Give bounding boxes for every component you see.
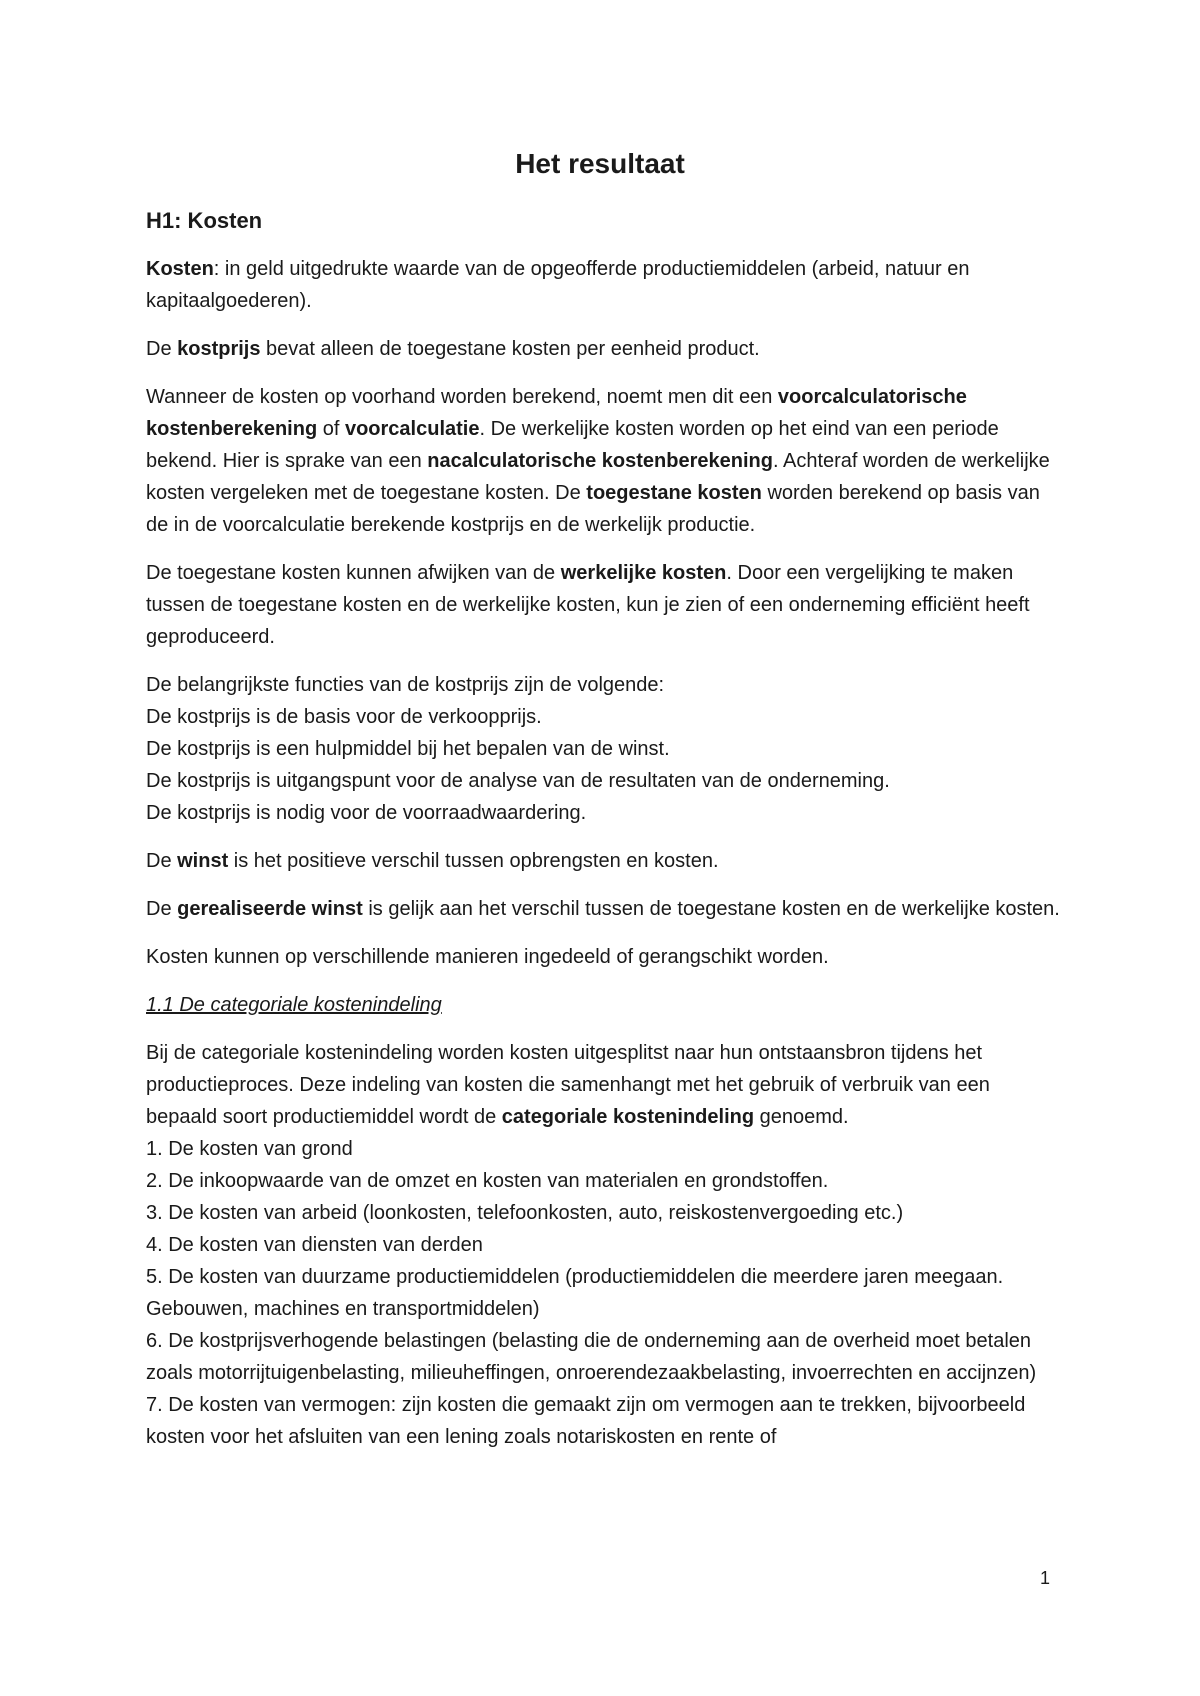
paragraph-text: is het positieve verschil tussen opbrengsten en kosten. <box>228 850 719 872</box>
paragraph-text: worden berekend op basis van de in de voorcalculatie berekende kostprijs en de werkelijk productie. <box>146 482 1040 536</box>
list-item: 6. De kostprijsverhogende belastingen (belasting die de onderneming aan de overheid moet betalen zoals motorrijtuigenbelasting, milieuheffingen, onroerendezaakbelasting, invoerrechten en accijnzen) <box>146 1330 1037 1384</box>
term-voorcalculatie: voorcalculatie <box>344 418 480 440</box>
term-kostprijs: kostprijs <box>177 338 261 360</box>
paragraph-kostprijs <box>146 333 1066 365</box>
paragraph-text: De <box>146 898 178 920</box>
paragraph-gerealiseerde-winst <box>146 893 1066 925</box>
term-gerealiseerde-winst: gerealiseerde winst <box>177 898 363 920</box>
list-item: 4. De kosten van diensten van derden <box>146 1234 483 1256</box>
paragraph-text: De toegestane kosten kunnen afwijken van de <box>146 562 561 584</box>
paragraph-text: . De werkelijke kosten worden op het eind van een periode bekend. Hier is sprake van een <box>146 418 999 472</box>
list-item: 2. De inkoopwaarde van de omzet en kosten van materialen en grondstoffen. <box>146 1170 829 1192</box>
paragraph-categoriale-kostenindeling <box>146 1037 1066 1133</box>
term-categoriale-kostenindeling: categoriale kostenindeling <box>501 1106 755 1128</box>
section-heading-h1: H1: Kosten <box>146 208 263 233</box>
functions-intro: De belangrijkste functies van de kostprijs zijn de volgende: <box>146 674 665 696</box>
paragraph-kostprijs-functies <box>146 669 1066 829</box>
document-title: Het resultaat <box>515 148 685 179</box>
paragraph-text: Bij de categoriale kostenindeling worden kosten uitgesplitst naar hun ontstaansbron tijdens het productieproces. Deze indeling van kosten die samenhangt met het gebruik of verbruik van een bepaald soort productiemiddel wordt de <box>146 1042 990 1128</box>
cost-category-list <box>146 1133 1066 1453</box>
list-item: De kostprijs is de basis voor de verkoopprijs. <box>146 706 542 728</box>
document-body <box>146 205 1066 1453</box>
list-item: De kostprijs is nodig voor de voorraadwaardering. <box>146 802 587 824</box>
section-heading-1-1: 1.1 De categoriale kostenindeling <box>146 994 442 1016</box>
paragraph-indeling: Kosten kunnen op verschillende manieren ingedeeld of gerangschikt worden. <box>146 946 829 968</box>
paragraph-kosten-definition <box>146 253 1066 317</box>
list-item: 7. De kosten van vermogen: zijn kosten die gemaakt zijn om vermogen aan te trekken, bijvoorbeeld kosten voor het afsluiten van een lening zoals notariskosten en rente of <box>146 1394 1026 1448</box>
list-item: De kostprijs is uitgangspunt voor de analyse van de resultaten van de onderneming. <box>146 770 890 792</box>
paragraph-winst <box>146 845 1066 877</box>
paragraph-text: of <box>317 418 345 440</box>
paragraph-werkelijke-kosten <box>146 557 1066 653</box>
paragraph-text: . Achteraf worden de werkelijke kosten vergeleken met de toegestane kosten. De <box>146 450 1050 504</box>
paragraph-text: De <box>146 338 178 360</box>
paragraph-text: Wanneer de kosten op voorhand worden berekend, noemt men dit een <box>146 386 778 408</box>
list-item: 1. De kosten van grond <box>146 1138 353 1160</box>
term-nacalculatorische-kostenberekening: nacalculatorische kostenberekening <box>427 450 773 472</box>
paragraph-text: : in geld uitgedrukte waarde van de opgeofferde productiemiddelen (arbeid, natuur en kapitaalgoederen). <box>146 258 970 312</box>
paragraph-text: bevat alleen de toegestane kosten per eenheid product. <box>260 338 760 360</box>
paragraph-text: De <box>146 850 178 872</box>
term-voorcalculatorische-kostenberekening: voorcalculatorische kostenberekening <box>146 386 967 440</box>
term-kosten: Kosten <box>146 258 214 280</box>
paragraph-calculatie <box>146 381 1066 541</box>
term-werkelijke-kosten: werkelijke kosten <box>560 562 727 584</box>
list-item: 3. De kosten van arbeid (loonkosten, telefoonkosten, auto, reiskostenvergoeding etc.) <box>146 1202 904 1224</box>
term-toegestane-kosten: toegestane kosten <box>586 482 762 504</box>
paragraph-text: genoemd. <box>754 1106 849 1128</box>
paragraph-text: . Door een vergelijking te maken tussen de toegestane kosten en de werkelijke kosten, kun je zien of een onderneming efficiënt heeft geproduceerd. <box>146 562 1030 648</box>
term-winst: winst <box>177 850 229 872</box>
list-item: De kostprijs is een hulpmiddel bij het bepalen van de winst. <box>146 738 670 760</box>
page-number: 1 <box>1040 1568 1051 1588</box>
paragraph-text: is gelijk aan het verschil tussen de toegestane kosten en de werkelijke kosten. <box>362 898 1060 920</box>
list-item: 5. De kosten van duurzame productiemiddelen (productiemiddelen die meerdere jaren meegaan. Gebouwen, machines en transportmiddelen) <box>146 1266 1004 1320</box>
